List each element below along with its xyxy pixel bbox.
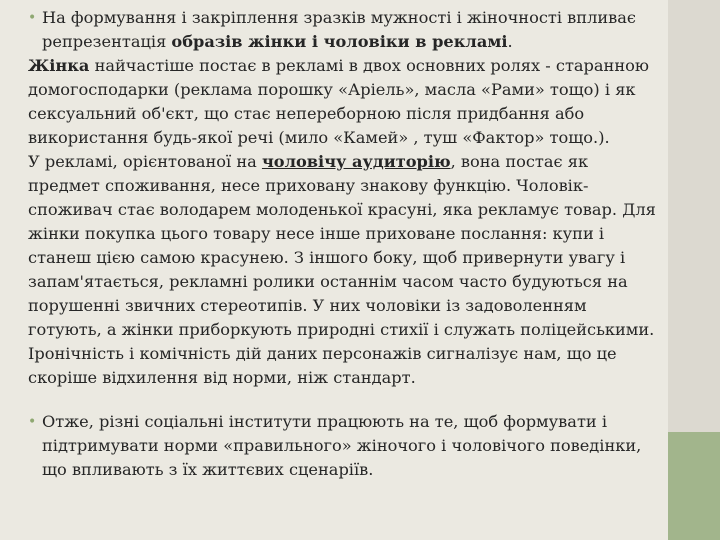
paragraph-1-text: найчастіше постає в рекламі в двох основних ролях - старанною домогосподарки (реклама порошку «Аріель», масла «Рами» тощо) і як сексуальний об'єкт, що стає непереборною після придбання або використання будь-якої речі (мило «Камей» , туш «Фактор» тощо.).: [28, 56, 649, 147]
paragraph-2: [28, 150, 662, 390]
slide-content: [28, 6, 662, 482]
bullet-icon: •: [28, 414, 37, 430]
paragraph-2-text-end: , вона постає як предмет споживання, несе приховану знакову функцію. Чоловік-споживач стає володарем молоденької красуні, яка рекламує товар. Для жінки покупка цього товару несе інше приховане послання: купи і станеш цією самою красунею. З іншого боку, щоб привернути увагу і запам'ятається, рекламні ролики останнім часом часто будуються на порушенні звичних стереотипів. У них чоловіки із задоволенням готують, а жінки приборкують природні стихії і служать поліцейськими. Іронічність і комічність дій даних персонажів сигналізує нам, що це скоріше відхилення від норми, ніж стандарт.: [28, 152, 656, 387]
bullet-1-text-start: На формування і закріплення зразків мужності і жіночності впливає репрезентація: [42, 8, 636, 51]
paragraph-1: [28, 54, 662, 150]
paragraph-1-bold: Жінка: [28, 56, 90, 75]
bullet-1-text-end: .: [507, 32, 513, 51]
bullet-item-2: [28, 410, 662, 482]
paragraph-2-bold: чоловічу аудиторію: [261, 152, 451, 171]
bullet-1-text-bold: образів жінки і чоловіки в рекламі: [171, 32, 508, 51]
bullet-icon: •: [28, 10, 37, 26]
bullet-2-text: Отже, різні соціальні інститути працюють на те, щоб формувати і підтримувати норми «правильного» жіночого і чоловічого поведінки, що впливають з їх життєвих сценаріїв.: [42, 412, 642, 479]
spacer: [28, 390, 662, 410]
bullet-1-text: [42, 6, 662, 54]
bullet-item-1: [28, 6, 662, 54]
sidebar-accent-block: [668, 432, 720, 540]
paragraph-2-text-start: У рекламі, орієнтованої на: [28, 152, 262, 171]
